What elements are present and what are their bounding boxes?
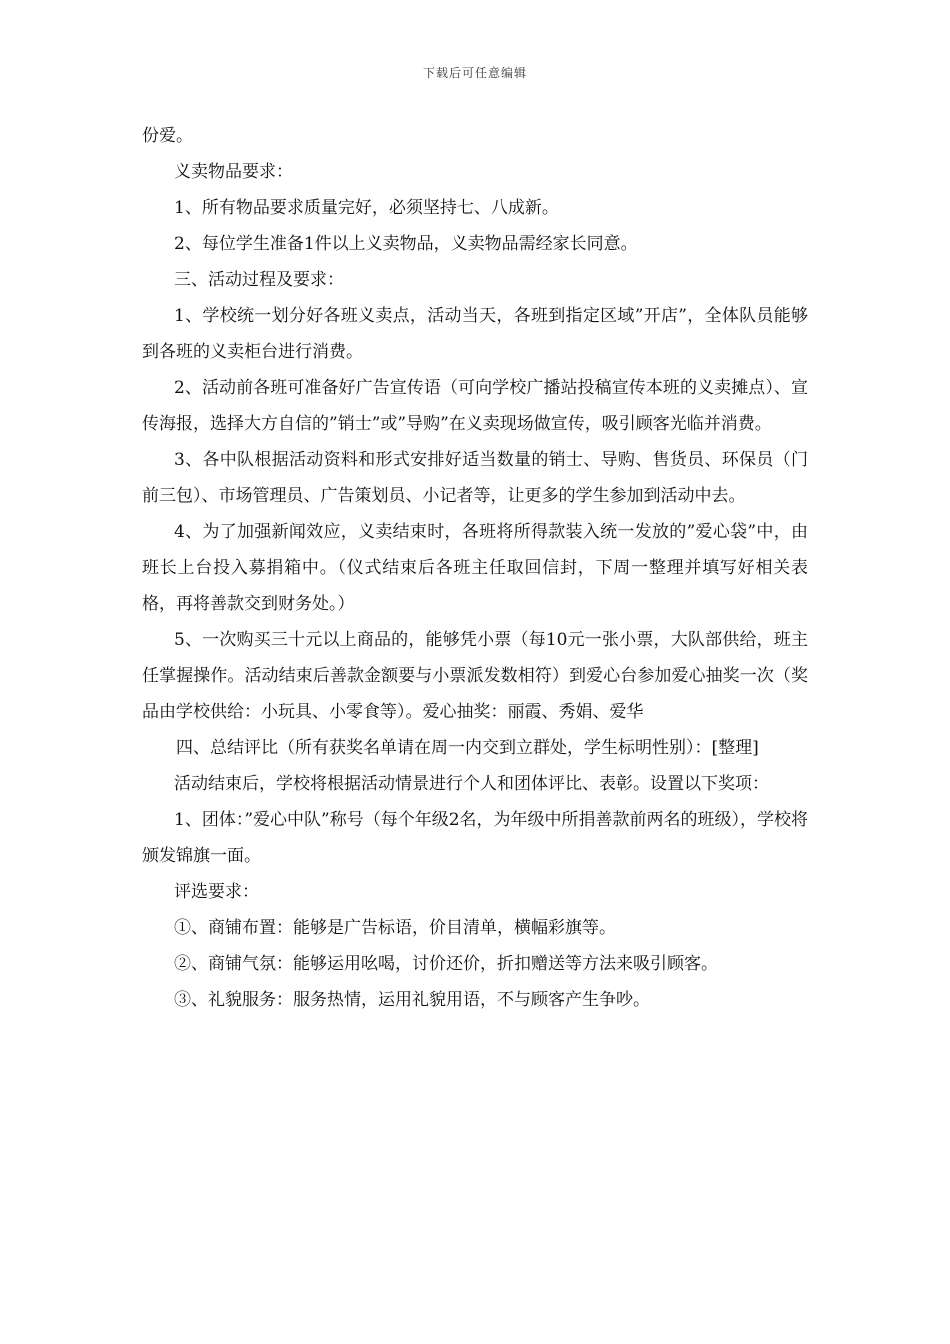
paragraph-criteria-1: ①、商铺布置：能够是广告标语，价目清单，横幅彩旗等。 <box>174 918 616 938</box>
paragraph-criteria-heading: 评选要求： <box>174 882 259 902</box>
section-heading-evaluation: 四、总结评比（所有获奖名单请在周一内交到立群处，学生标明性别）：[整理] <box>176 738 759 758</box>
paragraph-criteria-2: ②、商铺气氛：能够运用吆喝，讨价还价，折扣赠送等方法来吸引顾客。 <box>174 954 718 974</box>
paragraph-criteria-3: ③、礼貌服务：服务热情，运用礼貌用语，不与顾客产生争吵。 <box>174 990 650 1010</box>
section-heading-process: 三、活动过程及要求： <box>174 270 344 290</box>
paragraph-item-requirement-2: 2、每位学生准备1件以上义卖物品，义卖物品需经家长同意。 <box>174 234 638 254</box>
paragraph-process-1: 1、学校统一划分好各班义卖点，活动当天，各班到指定区域”开店”，全体队员能够到各班的义卖柜台进行消费。 <box>142 306 808 362</box>
paragraph-evaluation-intro: 活动结束后，学校将根据活动情景进行个人和团体评比、表彰。设置以下奖项： <box>174 774 769 794</box>
paragraph-process-3: 3、各中队根据活动资料和形式安排好适当数量的销士、导购、售货员、环保员（门前三包）、市场管理员、广告策划员、小记者等，让更多的学生参加到活动中去。 <box>142 450 808 506</box>
paragraph-award-team: 1、团体：”爱心中队”称号（每个年级2名，为年级中所捐善款前两名的班级），学校将颁发锦旗一面。 <box>142 810 809 866</box>
paragraph-item-requirements-heading: 义卖物品要求： <box>174 162 293 182</box>
page-header: 下载后可任意编辑 <box>422 66 527 80</box>
paragraph-continuation: 份爱。 <box>142 126 193 146</box>
document-body <box>142 118 808 1018</box>
paragraph-process-5: 5、一次购买三十元以上商品的，能够凭小票（每10元一张小票，大队部供给，班主任掌握操作。活动结束后善款金额要与小票派发数相符）到爱心台参加爱心抽奖一次（奖品由学校供给：小玩具、小零食等）。爱心抽奖：丽霞、秀娟、爱华 <box>142 630 808 722</box>
paragraph-process-2: 2、活动前各班可准备好广告宣传语（可向学校广播站投稿宣传本班的义卖摊点）、宣传海报，选择大方自信的”销士”或”导购”在义卖现场做宣传，吸引顾客光临并消费。 <box>142 378 808 434</box>
paragraph-item-requirement-1: 1、所有物品要求质量完好，必须坚持七、八成新。 <box>174 198 559 218</box>
paragraph-process-4: 4、为了加强新闻效应，义卖结束时，各班将所得款装入统一发放的”爱心袋”中，由班长上台投入募捐箱中。（仪式结束后各班主任取回信封，下周一整理并填写好相关表格，再将善款交到财务处。） <box>142 522 808 614</box>
